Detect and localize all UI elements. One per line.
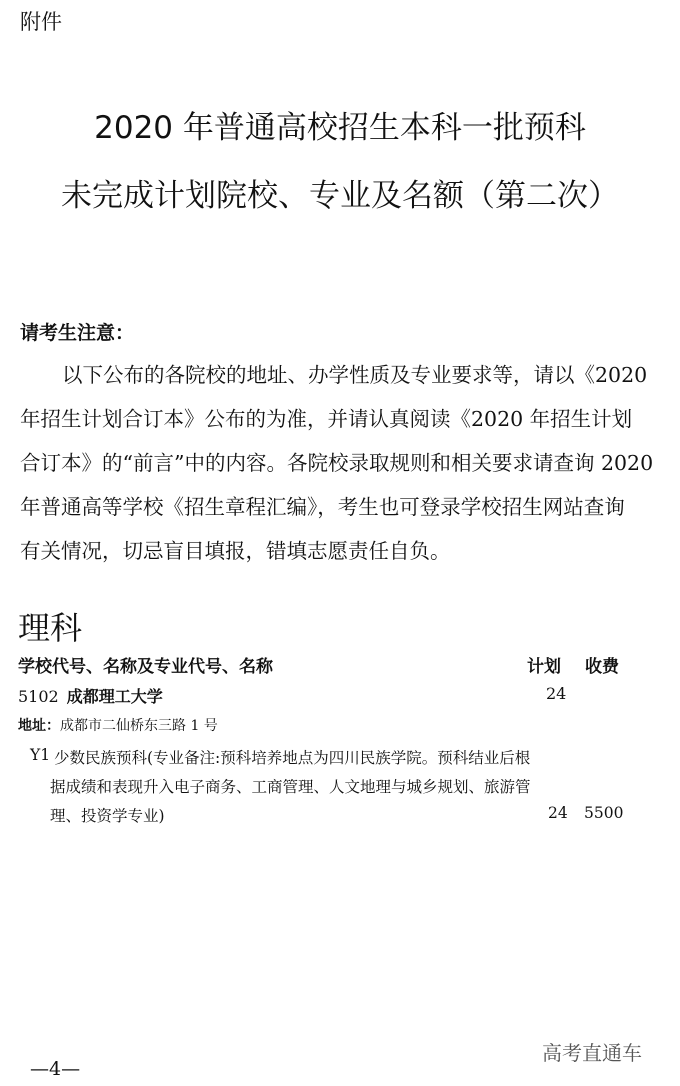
- section-heading: 理科: [18, 609, 83, 647]
- notice-line-2: 年招生计划合订本》公布的为准，并请认真阅读《2020 年招生计划: [20, 407, 633, 431]
- school-address: [18, 715, 218, 735]
- header-plan: 计划: [527, 657, 561, 677]
- notice-line-4: 年普通高等学校《招生章程汇编》，考生也可登录学校招生网站查询: [20, 495, 625, 519]
- major-desc-line-2: 据成绩和表现升入电子商务、工商管理、人文地理与城乡规划、旅游管: [50, 778, 531, 796]
- notice-label: 请考生注意：: [20, 322, 135, 344]
- attachment-label: 附件: [20, 10, 62, 34]
- school-name: 成都理工大学: [66, 687, 163, 706]
- watermark: 高考直通车: [542, 1041, 642, 1065]
- page-number: —4—: [30, 1058, 81, 1080]
- school-row: [18, 684, 163, 707]
- document-title-line-1: 2020 年普通高校招生本科一批预科: [94, 110, 586, 146]
- address-value: 成都市二仙桥东三路 1 号: [60, 718, 218, 734]
- major-fee: 5500: [584, 804, 624, 822]
- notice-line-3: 合订本》的“前言”中的内容。各院校录取规则和相关要求请查询 2020: [20, 451, 654, 475]
- address-label: 地址：: [18, 718, 60, 734]
- major-plan: 24: [548, 804, 568, 822]
- notice-line-5: 有关情况，切忌盲目填报，错填志愿责任自负。: [20, 539, 451, 563]
- document-title-line-2: 未完成计划院校、专业及名额（第二次）: [61, 178, 619, 214]
- school-code: 5102: [18, 687, 59, 706]
- major-desc-line-3: 理、投资学专业): [50, 807, 165, 825]
- header-fee: 收费: [585, 657, 619, 677]
- major-code: Y1: [30, 746, 51, 764]
- school-plan: 24: [546, 684, 567, 703]
- major-desc-line-1: 少数民族预科(专业备注:预科培养地点为四川民族学院。预科结业后根: [54, 749, 531, 767]
- notice-line-1: 以下公布的各院校的地址、办学性质及专业要求等，请以《2020: [62, 363, 648, 387]
- header-school: 学校代号、名称及专业代号、名称: [18, 657, 273, 677]
